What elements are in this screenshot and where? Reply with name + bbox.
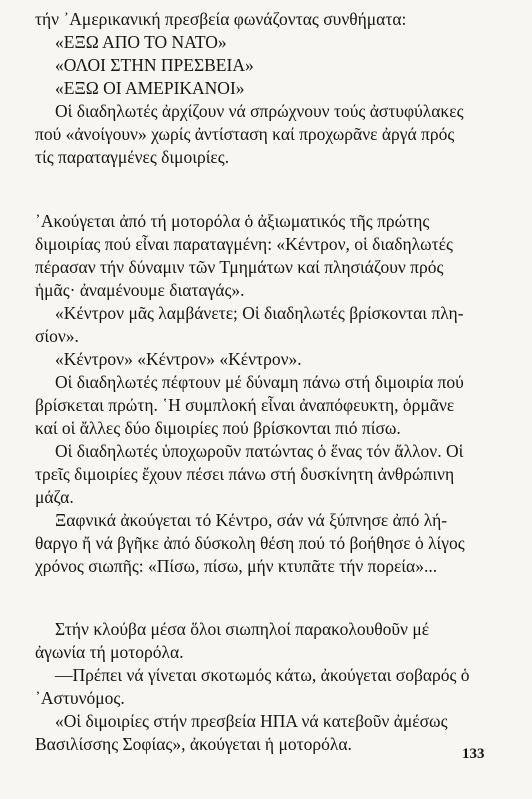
text-line: Οἱ διαδηλωτές ὑποχωροῦν πατώντας ὁ ἕνας τόν ἄλλον. Οἱ xyxy=(55,441,464,461)
text-line: —Πρέπει νά γίνεται σκοτωμός κάτω, ἀκούγεται σοβαρός ὁ xyxy=(55,665,470,685)
text-line: ἡμᾶς· ἀναμένουμε διαταγάς». xyxy=(35,280,245,300)
text-line: τρεῖς διμοιρίες ἔχουν πέσει πάνω στή δυσκίνητη ἀνθρώπινη xyxy=(35,464,455,484)
text-line: Βασιλίσσης Σοφίας», ἀκούγεται ἡ μοτορόλα. xyxy=(35,734,352,754)
text-line: «Κέντρον» «Κέντρον» «Κέντρον». xyxy=(55,349,302,369)
text-line: ᾿Ακούγεται ἀπό τή μοτορόλα ὁ ἀξιωματικός τῆς πρώτης xyxy=(35,211,430,231)
text-line: ᾿Αστυνόμος. xyxy=(35,688,125,708)
text-line: διμοιρίας πού εἶναι παραταγμένη: «Κέντρον, οἱ διαδηλωτές xyxy=(35,234,453,254)
text-line: ἀγωνία τή μοτορόλα. xyxy=(35,642,184,662)
text-line: Οἱ διαδηλωτές πέφτουν μέ δύναμη πάνω στή διμοιρία πού xyxy=(55,372,464,392)
text-line: θαργο ἤ νά βγῆκε ἀπό δύσκολη θέση πού τό βοήθησε ὁ λίγος xyxy=(35,533,465,553)
text-line: Στήν κλούβα μέσα ὅλοι σιωπηλοί παρακολουθοῦν μέ xyxy=(55,619,430,639)
slogan-line: «ΕΞΩ ΟΙ ΑΜΕΡΙΚΑΝΟΙ» xyxy=(55,78,245,98)
text-line: πέρασαν τήν δύναμιν τῶν Τμημάτων καί πλησιάζουν πρός xyxy=(35,257,444,277)
text-line: τίς παραταγμένες διμοιρίες. xyxy=(35,147,230,167)
text-line: «Κέντρον μᾶς λαμβάνετε; Οἱ διαδηλωτές βρίσκονται πλη- xyxy=(55,303,464,323)
slogan-line: «ΟΛΟΙ ΣΤΗΝ ΠΡΕΣΒΕΙΑ» xyxy=(55,55,254,75)
text-line: μάζα. xyxy=(35,487,74,507)
text-line: χρόνος σιωπῆς: «Πίσω, πίσω, μήν κτυπᾶτε τήν πορεία»... xyxy=(35,556,438,576)
text-line: Ξαφνικά ἀκούγεται τό Κέντρο, σάν νά ξύπνησε ἀπό λή- xyxy=(55,510,448,530)
text-line: σίον». xyxy=(35,326,79,346)
text-line: «Οἱ διμοιρίες στήν πρεσβεία ΗΠΑ νά κατεβοῦν ἀμέσως xyxy=(55,711,448,731)
text-line: καί οἱ ἄλλες δύο διμοιρίες πού βρίσκονται πιό πίσω. xyxy=(35,418,401,438)
text-line: τήν ᾿Αμερικανική πρεσβεία φωνάζοντας συνθήματα: xyxy=(35,9,407,29)
text-line: βρίσκεται πρώτη. ῾Η συμπλοκή εἶναι ἀναπόφευκτη, ὁρμᾶνε xyxy=(35,395,455,415)
slogan-line: «ΕΞΩ ΑΠΟ ΤΟ ΝΑΤΟ» xyxy=(55,32,227,52)
page-number: 133 xyxy=(462,746,485,762)
text-line: πού «ἀνοίγουν» χωρίς ἀντίσταση καί προχωρᾶνε ἀργά πρός xyxy=(35,124,455,144)
text-line: Οἱ διαδηλωτές ἀρχίζουν νά σπρώχνουν τούς ἀστυφύλακες xyxy=(55,101,464,121)
